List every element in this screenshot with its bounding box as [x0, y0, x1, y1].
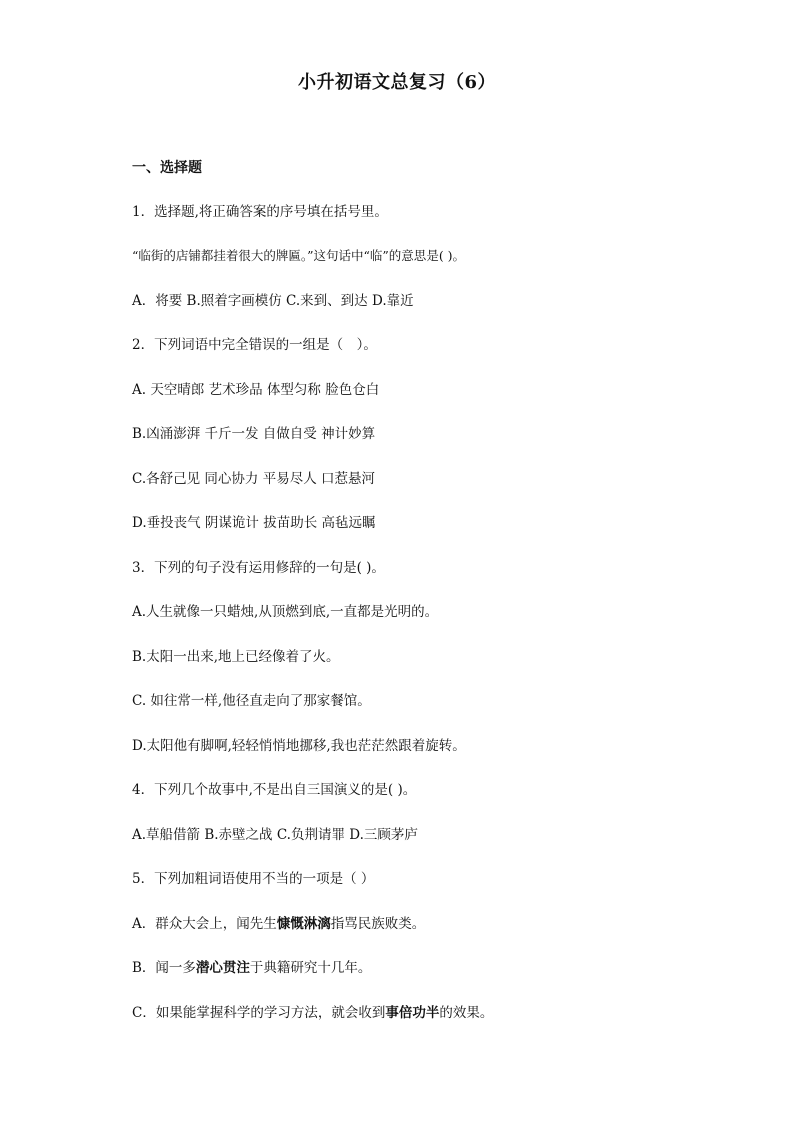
page-title: 小升初语文总复习（6）	[297, 72, 497, 93]
question-3-option-d: D.太阳他有脚啊,轻轻悄悄地挪移,我也茫茫然跟着旋转。	[132, 738, 466, 754]
question-2-stem: 2．下列词语中完全错误的一组是（ ）。	[132, 337, 377, 353]
question-2-option-b: B.凶涌澎湃 千斤一发 自做自受 神计妙算	[132, 426, 376, 442]
question-3-option-c: C. 如往常一样,他径直走向了那家餐馆。	[132, 693, 371, 709]
option-text: 指骂民族败类。	[330, 916, 426, 932]
question-1-stem: 1．选择题,将正确答案的序号填在括号里。	[132, 204, 388, 220]
bold-term: 潜心贯注	[195, 960, 250, 976]
question-5-option-c	[132, 1003, 493, 1023]
option-text: C．如果能掌握科学的学习方法，就会收到	[132, 1005, 386, 1021]
option-text: A．群众大会上，闻先生	[132, 916, 277, 932]
question-2-option-d: D.垂投丧气 阴谋诡计 拔苗助长 高毡远瞩	[132, 515, 376, 531]
question-5-option-a	[132, 914, 425, 934]
bold-term: 慷慨淋漓	[276, 916, 331, 932]
bold-term: 事倍功半	[385, 1005, 440, 1021]
question-1-sentence: “临街的店铺都挂着很大的牌匾。”这句话中“临”的意思是( )。	[132, 248, 466, 263]
question-2-option-c: C.各舒己见 同心协力 平易尽人 口惹悬河	[132, 471, 376, 487]
question-1-options: A．将要 B.照着字画模仿 C.来到、到达 D.靠近	[132, 293, 414, 309]
question-3-option-b: B.太阳一出来,地上已经像着了火。	[132, 649, 340, 665]
question-3-option-a: A.人生就像一只蜡烛,从顶燃到底,一直都是光明的。	[132, 604, 439, 620]
question-2-option-a: A. 天空晴郎 艺术珍品 体型匀称 脸色仓白	[132, 382, 380, 398]
section-heading: 一、选择题	[132, 160, 202, 176]
question-4-options: A.草船借箭 B.赤壁之战 C.负荆请罪 D.三顾茅庐	[132, 827, 418, 843]
option-text: 的效果。	[439, 1005, 494, 1021]
option-text: 于典籍研究十几年。	[249, 960, 372, 976]
question-3-stem: 3．下列的句子没有运用修辞的一句是( )。	[132, 560, 385, 576]
option-text: B．闻一多	[132, 960, 196, 976]
question-5-option-b	[132, 958, 371, 978]
question-4-stem: 4．下列几个故事中,不是出自三国演义的是( )。	[132, 782, 417, 798]
question-5-stem: 5．下列加粗词语使用不当的一项是（ ）	[132, 871, 375, 887]
